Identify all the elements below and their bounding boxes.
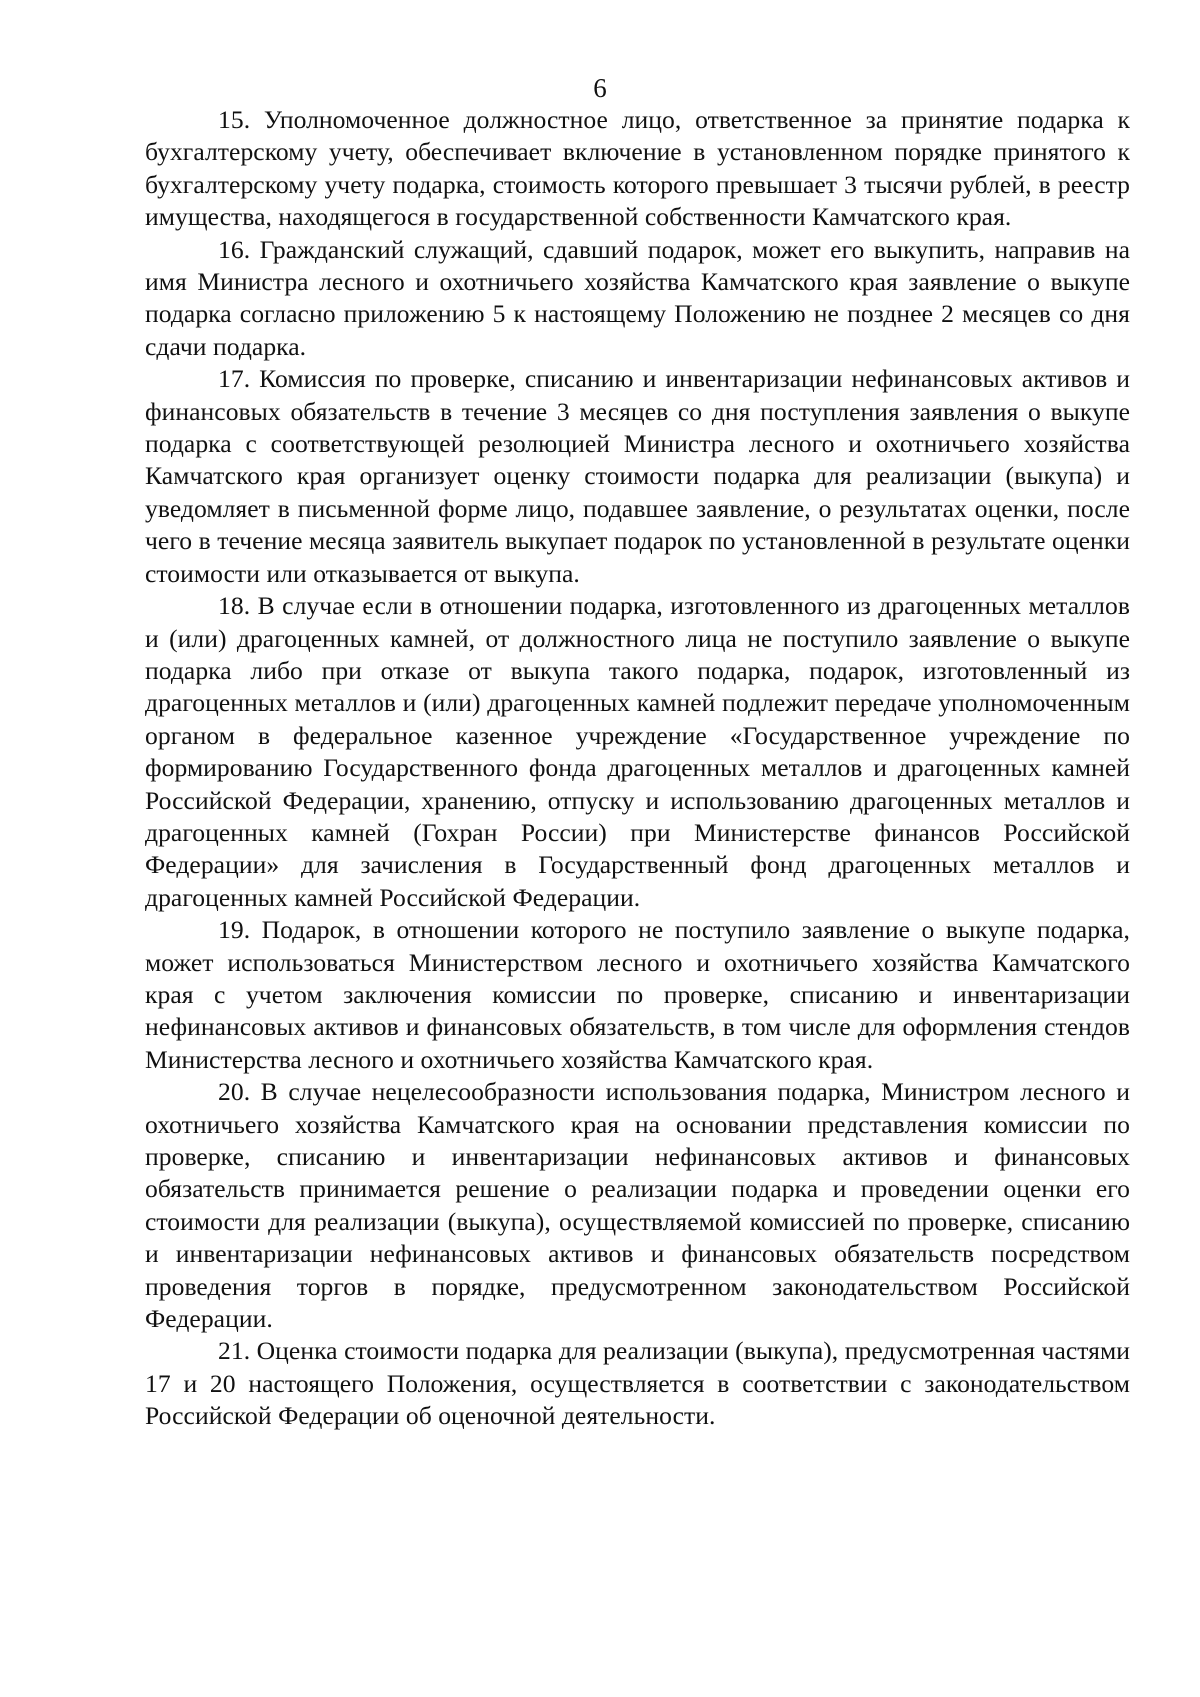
paragraph-19: 19. Подарок, в отношении которого не поступило заявление о выкупе подарка, может использоваться Министерством лесного и охотничьего хозяйства Камчатского края с учетом заключения комиссии по проверке, списанию и инвентаризации нефинансовых активов и финансовых обязательств, в том числе для оформления стендов Министерства лесного и охотничьего хозяйства Камчатского края. <box>145 915 1130 1074</box>
page-number: 6 <box>593 73 607 103</box>
paragraph-20: 20. В случае нецелесообразности использования подарка, Министром лесного и охотничьего хозяйства Камчатского края на основании представления комиссии по проверке, списанию и инвентаризации нефинансовых активов и финансовых обязательств принимается решение о реализации подарка и проведении оценки его стоимости для реализации (выкупа), осуществляемой комиссией по проверке, списанию и инвентаризации нефинансовых активов и финансовых обязательств посредством проведения торгов в порядке, предусмотренном законодательством Российской Федерации. <box>145 1077 1130 1334</box>
paragraph-17: 17. Комиссия по проверке, списанию и инвентаризации нефинансовых активов и финансовых обязательств в течение 3 месяцев со дня поступления заявления о выкупе подарка с соответствующей резолюцией Министра лесного и охотничьего хозяйства Камчатского края организует оценку стоимости подарка для реализации (выкупа) и уведомляет в письменной форме лицо, подавшее заявление, о результатах оценки, после чего в течение месяца заявитель выкупает подарок по установленной в результате оценки стоимости или отказывается от выкупа. <box>145 364 1130 588</box>
paragraph-18: 18. В случае если в отношении подарка, изготовленного из драгоценных металлов и (или) драгоценных камней, от должностного лица не поступило заявление о выкупе подарка либо при отказе от выкупа такого подарка, подарок, изготовленный из драгоценных металлов и (или) драгоценных камней подлежит передаче уполномоченным органом в федеральное казенное учреждение «Государственное учреждение по формированию Государственного фонда драгоценных металлов и драгоценных камней Российской Федерации, хранению, отпуску и использованию драгоценных металлов и драгоценных камней (Гохран России) при Министерстве финансов Российской Федерации» для зачисления в Государственный фонд драгоценных металлов и драгоценных камней Российской Федерации. <box>145 591 1130 912</box>
paragraph-16: 16. Гражданский служащий, сдавший подарок, может его выкупить, направив на имя Министра лесного и охотничьего хозяйства Камчатского края заявление о выкупе подарка согласно приложению 5 к настоящему Положению не позднее 2 месяцев со дня сдачи подарка. <box>145 234 1130 361</box>
document-body <box>145 104 1130 1433</box>
paragraph-15: 15. Уполномоченное должностное лицо, ответственное за принятие подарка к бухгалтерскому учету, обеспечивает включение в установленном порядке принятого к бухгалтерскому учету подарка, стоимость которого превышает 3 тысячи рублей, в реестр имущества, находящегося в государственной собственности Камчатского края. <box>145 105 1130 232</box>
paragraph-21: 21. Оценка стоимости подарка для реализации (выкупа), предусмотренная частями 17 и 20 настоящего Положения, осуществляется в соответствии с законодательством Российской Федерации об оценочной деятельности. <box>145 1336 1130 1431</box>
